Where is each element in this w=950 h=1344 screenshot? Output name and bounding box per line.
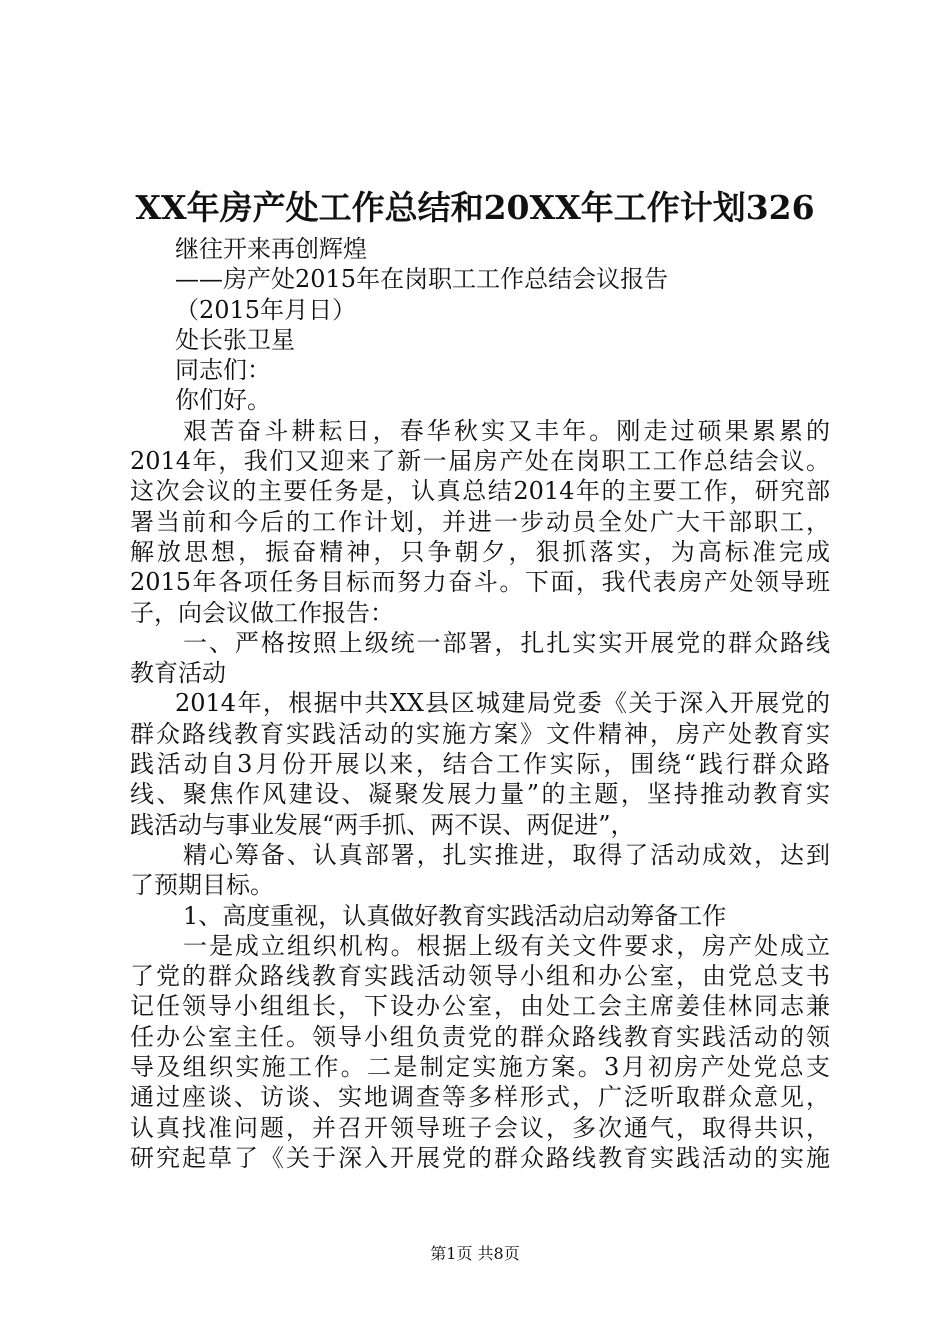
paragraph-line: 2014年，我们又迎来了新一届房产处在岗职工工作总结会议。: [130, 447, 830, 476]
paragraph-line: 研究起草了《关于深入开展党的群众路线教育实践活动的实施: [130, 1143, 830, 1172]
greeting-line: 你们好。: [175, 386, 271, 415]
paragraph-line: 认真找准问题，并召开领导班子会议，多次通气，取得共识，: [130, 1113, 830, 1142]
section-heading-line: 一、严格按照上级统一部署，扎扎实实开展党的群众路线: [183, 628, 830, 657]
paragraph-line: 了预期目标。: [130, 871, 274, 900]
section-heading-line: 教育活动: [130, 659, 226, 688]
paragraph-line: 记任领导小组组长，下设办公室，由处工会主席姜佳林同志兼: [130, 992, 830, 1021]
paragraph-line: 导及组织实施工作。二是制定实施方案。3月初房产处党总支: [130, 1053, 830, 1082]
paragraph-line: 解放思想，振奋精神，只争朝夕，狠抓落实，为高标准完成: [130, 537, 830, 566]
paragraph-line: 精心筹备、认真部署，扎实推进，取得了活动成效，达到: [183, 840, 830, 869]
paragraph-line: 子，向会议做工作报告：: [130, 598, 394, 627]
paragraph-line: 践活动与事业发展“两手抓、两不误、两促进”，: [130, 810, 635, 839]
paragraph-line: 线、聚焦作风建设、凝聚发展力量”的主题，坚持推动教育实: [130, 780, 830, 809]
page-number: 第1页 共8页: [430, 1244, 520, 1263]
subtitle-line: ——房产处2015年在岗职工工作总结会议报告: [175, 265, 669, 294]
paragraph-line: 践活动自3月份开展以来，结合工作实际，围绕“践行群众路: [130, 750, 830, 779]
paragraph-line: 艰苦奋斗耕耘日，春华秋实又丰年。刚走过硕果累累的: [183, 416, 830, 445]
document-title: XX年房产处工作总结和20XX年工作计划326: [135, 188, 815, 227]
paragraph-line: 署当前和今后的工作计划，并进一步动员全处广大干部职工，: [130, 507, 830, 536]
salutation-line: 同志们：: [175, 356, 271, 385]
paragraph-line: 了党的群众路线教育实践活动领导小组和办公室，由党总支书: [130, 962, 830, 991]
author-line: 处长张卫星: [175, 325, 295, 354]
paragraph-line: 一是成立组织机构。根据上级有关文件要求，房产处成立: [183, 931, 830, 960]
paragraph-line: 2015年各项任务目标而努力奋斗。下面，我代表房产处领导班: [130, 568, 830, 597]
paragraph-line: 2014年，根据中共XX县区城建局党委《关于深入开展党的: [175, 689, 830, 718]
paragraph-line: 群众路线教育实践活动的实施方案》文件精神，房产处教育实: [130, 719, 830, 748]
document-body: [130, 234, 830, 1173]
subsection-heading-line: 1、高度重视，认真做好教育实践活动启动筹备工作: [183, 901, 727, 930]
date-line: （2015年月日）: [175, 295, 357, 324]
paragraph-line: 这次会议的主要任务是，认真总结2014年的主要工作，研究部: [130, 477, 830, 506]
paragraph-line: 通过座谈、访谈、实地调查等多样形式，广泛听取群众意见，: [130, 1083, 830, 1112]
subtitle-line: 继往开来再创辉煌: [175, 235, 367, 263]
paragraph-line: 任办公室主任。领导小组负责党的群众路线教育实践活动的领: [130, 1022, 830, 1051]
